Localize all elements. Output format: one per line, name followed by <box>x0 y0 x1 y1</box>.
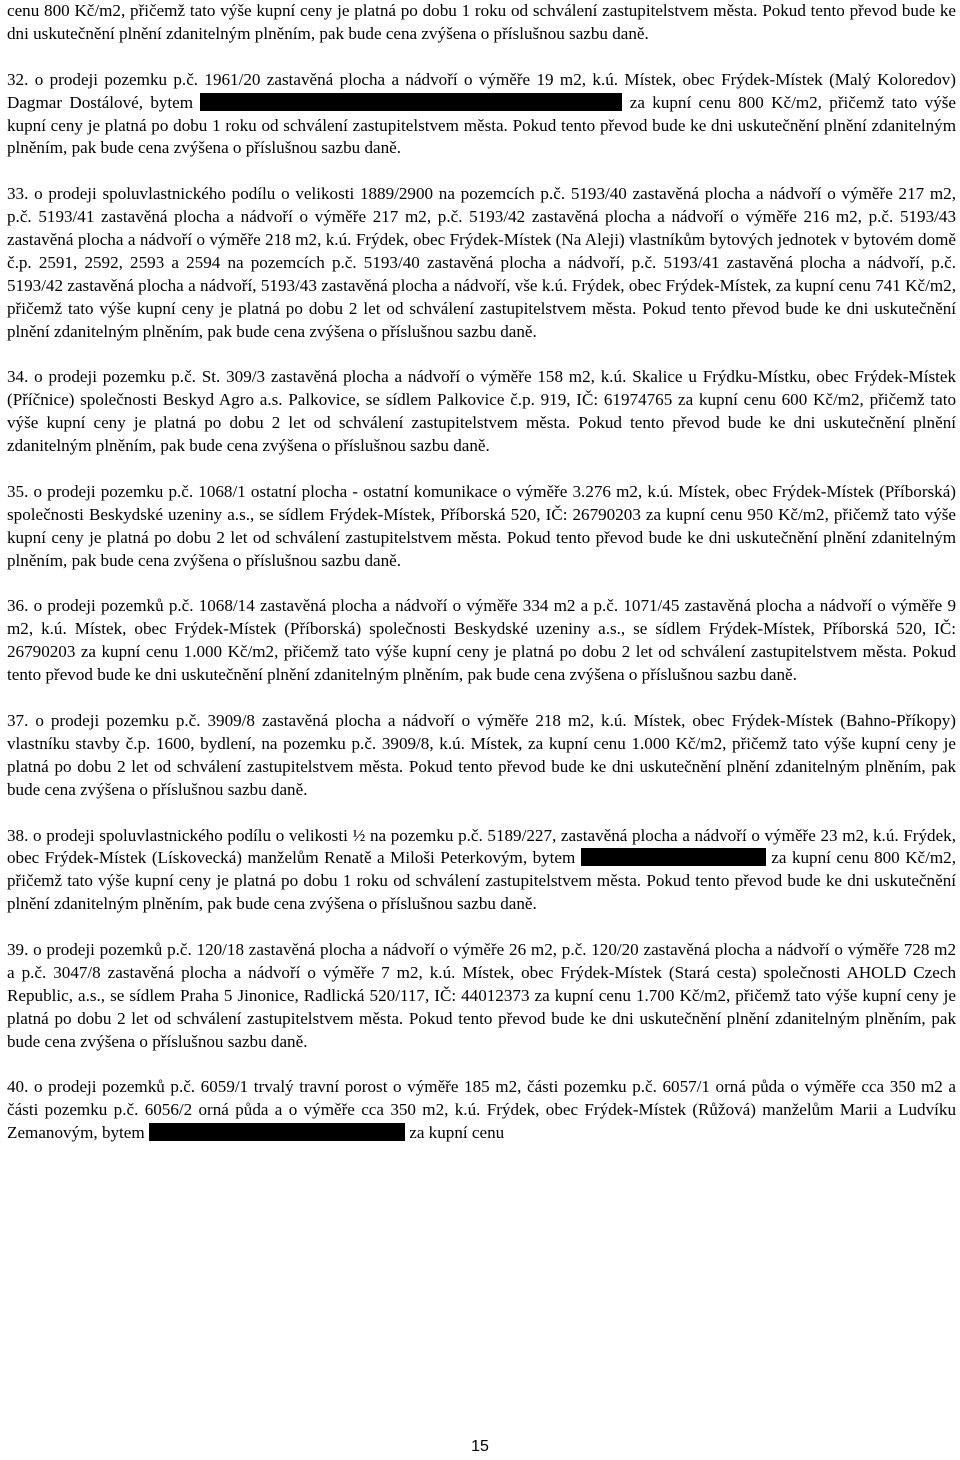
paragraph-gap <box>7 916 956 939</box>
intro-paragraph: cenu 800 Kč/m2, přičemž tato výše kupní ceny je platná po dobu 1 roku od schválení zastupitelstvem města. Pokud tento převod bude ke dni uskutečnění plnění zdanitelným plněním, pak bude cena zvýšena o příslušnou sazbu daně. <box>7 1 956 43</box>
paragraph-gap <box>7 344 956 367</box>
page-number: 15 <box>471 1438 489 1455</box>
item-text-after: za kupní cenu <box>409 1123 505 1143</box>
document-page <box>7 0 956 1145</box>
resolution-item-35: 35. o prodeji pozemku p.č. 1068/1 ostatní plocha - ostatní komunikace o výměře 3.276 m2, k.ú. Místek, obec Frýdek-Místek (Příborská) společnosti Beskydské uzeniny a.s., se sídlem Frýdek-Místek, Příborská 520, IČ: 26790203 za kupní cenu 950 Kč/m2, přičemž tato výše kupní ceny je platná po dobu 2 let od schválení zastupitelstvem města. Pokud tento převod bude ke dni uskutečnění plnění zdanitelným plněním, pak bude cena zvýšena o příslušnou sazbu daně. <box>7 481 956 570</box>
paragraph-gap <box>7 687 956 710</box>
redacted-address <box>149 1123 405 1141</box>
resolution-item-39: 39. o prodeji pozemků p.č. 120/18 zastavěná plocha a nádvoří o výměře 26 m2, p.č. 120/20 zastavěná plocha a nádvoří o výměře 728 m2 a p.č. 3047/8 zastavěná plocha a nádvoří o výměře 7 m2, k.ú. Místek, obec Frýdek-Místek (Stará cesta) společnosti AHOLD Czech Republic, a.s., se sídlem Praha 5 Jinonice, Radlická 520/117, IČ: 44012373 za kupní cenu 1.700 Kč/m2, přičemž tato výše kupní ceny je platná po dobu 2 let od schválení zastupitelstvem města. Pokud tento převod bude ke dni uskutečnění plnění zdanitelným plněním, pak bude cena zvýšena o příslušnou sazbu daně. <box>7 940 956 1051</box>
item-text-before: 40. o prodeji pozemků p.č. 6059/1 trvalý travní porost o výměře 185 m2, části pozemku p.č. 6057/1 orná půda o výměře cca 350 m2 a části pozemku p.č. 6056/2 orná půda a o výměře cca 350 m2, k.ú. Frýdek, obec Frýdek-Místek (Růžová) manželům Marii a Ludvíku Zemanovým, bytem <box>7 1077 956 1143</box>
paragraph-gap <box>7 802 956 825</box>
item-text-after: za kupní cenu 800 Kč/m2, přičemž tato výše kupní ceny je platná po dobu 1 roku od schválení zastupitelstvem města. Pokud tento převod bude ke dni uskutečnění plnění zdanitelným plněním, pak bude cena zvýšena o příslušnou sazbu daně. <box>7 848 957 914</box>
redacted-address <box>200 93 622 111</box>
paragraph-gap <box>7 458 956 481</box>
item-text-before: 32. o prodeji pozemku p.č. 1961/20 zastavěná plocha a nádvoří o výměře 19 m2, k.ú. Místek, obec Frýdek-Místek (Malý Koloredov) Dagmar Dostálové, bytem <box>7 69 956 112</box>
resolution-item-32 <box>7 69 956 161</box>
resolution-item-38 <box>7 825 956 917</box>
resolution-item-33: 33. o prodeji spoluvlastnického podílu o velikosti 1889/2900 na pozemcích p.č. 5193/40 zastavěná plocha a nádvoří o výměře 217 m2, p.č. 5193/41 zastavěná plocha a nádvoří o výměře 217 m2, p.č. 5193/42 zastavěná plocha a nádvoří o výměře 216 m2, p.č. 5193/43 zastavěná plocha a nádvoří o výměře 218 m2, k.ú. Frýdek, obec Frýdek-Místek (Na Aleji) vlastníkům bytových jednotek v bytovém domě č.p. 2591, 2592, 2593 a 2594 na pozemcích p.č. 5193/40 zastavěná plocha a nádvoří, p.č. 5193/41 zastavěná plocha a nádvoří, p.č. 5193/42 zastavěná plocha a nádvoří, 5193/43 zastavěná plocha a nádvoří, vše k.ú. Frýdek, obec Frýdek-Místek, za kupní cenu 741 Kč/m2, přičemž tato výše kupní ceny je platná po dobu 2 let od schválení zastupitelstvem města. Pokud tento převod bude ke dni uskutečnění plnění zdanitelným plněním, pak bude cena zvýšena o příslušnou sazbu daně. <box>7 184 956 341</box>
paragraph-gap <box>7 573 956 596</box>
item-text-before: 38. o prodeji spoluvlastnického podílu o velikosti ½ na pozemku p.č. 5189/227, zastavěná plocha a nádvoří o výměře 23 m2, k.ú. Frýdek, obec Frýdek-Místek (Lískovecká) manželům Renatě a Miloši Peterkovým, bytem <box>7 825 956 868</box>
paragraph-gap <box>7 1054 956 1077</box>
resolution-item-37: 37. o prodeji pozemku p.č. 3909/8 zastavěná plocha a nádvoří o výměře 218 m2, k.ú. Místek, obec Frýdek-Místek (Bahno-Příkopy) vlastníku stavby č.p. 1600, bydlení, na pozemku p.č. 3909/8, k.ú. Místek, za kupní cenu 1.000 Kč/m2, přičemž tato výše kupní ceny je platná po dobu 2 let od schválení zastupitelstvem města. Pokud tento převod bude ke dni uskutečnění plnění zdanitelným plněním, pak bude cena zvýšena o příslušnou sazbu daně. <box>7 711 956 799</box>
redacted-address <box>581 848 766 866</box>
resolution-item-34: 34. o prodeji pozemku p.č. St. 309/3 zastavěná plocha a nádvoří o výměře 158 m2, k.ú. Skalice u Frýdku-Místku, obec Frýdek-Místek (Příčnice) společnosti Beskyd Agro a.s. Palkovice, se sídlem Palkovice č.p. 919, IČ: 61974765 za kupní cenu 600 Kč/m2, přičemž tato výše kupní ceny je platná po dobu 2 let od schválení zastupitelstvem města. Pokud tento převod bude ke dni uskutečnění plnění zdanitelným plněním, pak bude cena zvýšena o příslušnou sazbu daně. <box>7 367 956 456</box>
paragraph-gap <box>7 160 956 183</box>
paragraph-gap <box>7 46 956 69</box>
resolution-item-40 <box>7 1076 956 1145</box>
item-text-after: za kupní cenu 800 Kč/m2, přičemž tato výše kupní ceny je platná po dobu 1 roku od schválení zastupitelstvem města. Pokud tento převod bude ke dni uskutečnění plnění zdanitelným plněním, pak bude cena zvýšena o příslušnou sazbu daně. <box>7 92 956 158</box>
resolution-item-36: 36. o prodeji pozemků p.č. 1068/14 zastavěná plocha a nádvoří o výměře 334 m2 a p.č. 1071/45 zastavěná plocha a nádvoří o výměře 9 m2, k.ú. Místek, obec Frýdek-Místek (Příborská) společnosti Beskydské uzeniny a.s., se sídlem Frýdek-Místek, Příborská 520, IČ: 26790203 za kupní cenu 1.000 Kč/m2, přičemž tato výše kupní ceny je platná po dobu 2 let od schválení zastupitelstvem města. Pokud tento převod bude ke dni uskutečnění plnění zdanitelným plněním, pak bude cena zvýšena o příslušnou sazbu daně. <box>7 596 956 685</box>
